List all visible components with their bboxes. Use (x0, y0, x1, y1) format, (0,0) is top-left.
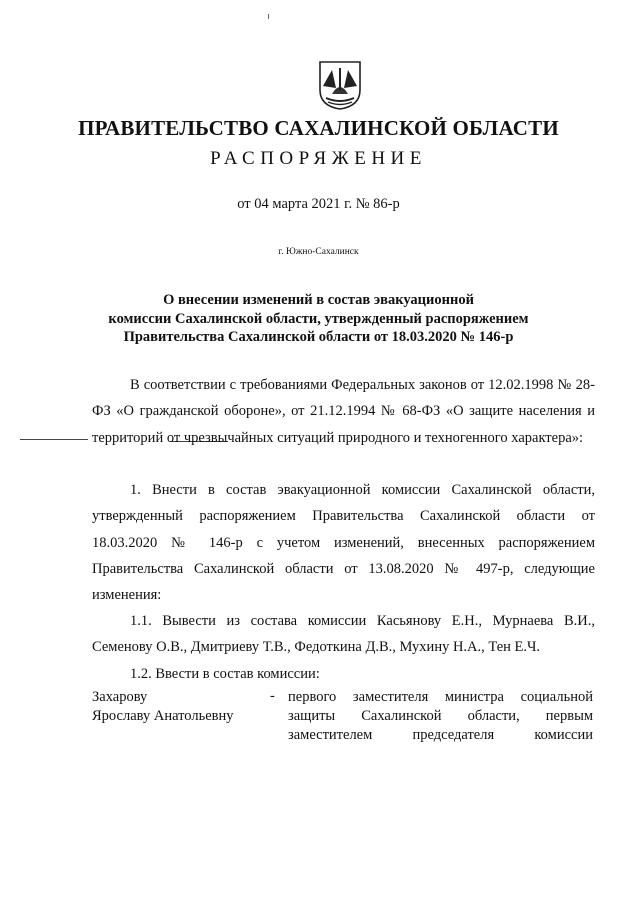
member-surname: Захарову (92, 689, 148, 705)
subject-line: О внесении изменений в состав эвакуационной (163, 292, 474, 308)
document-date-number: от 04 марта 2021 г. № 86-р (237, 196, 400, 212)
paragraph-preamble: В соответствии с требованиями Федеральных законов от 12.02.1998 № 28-ФЗ «О гражданской обороне», от 21.12.1994 № 68-ФЗ «О защите населения и территорий от чрезвычайных ситуаций природного и техногенного характера»: (92, 377, 595, 446)
subject-line: комиссии Сахалинской области, утвержденный распоряжением (108, 310, 529, 327)
document-subject (0, 291, 637, 347)
member-name (92, 688, 234, 726)
paragraph-item-1: 1. Внести в состав эвакуационной комиссии Сахалинской области, утвержденный распоряжением Правительства Сахалинской области от 18.03.2020 № 146-р с учетом изменений, внесенных распоряжением Правительства Сахалинской области от 13.08.2020 № 497-р, следующие изменения: (92, 482, 595, 604)
paragraph-item-1-1: 1.1. Вывести из состава комиссии Касьянову Е.Н., Мурнаева В.И., Семенову О.В., Дмитриеву Т.В., Федоткина Д.В., Мухину Н.А., Тен Е.Ч. (92, 613, 595, 656)
member-dash: - (270, 688, 275, 704)
organization-title: ПРАВИТЕЛЬСТВО САХАЛИНСКОЙ ОБЛАСТИ (78, 116, 559, 140)
sakhalin-coat-of-arms-icon (318, 60, 362, 110)
scan-mark (268, 14, 269, 19)
margin-line (20, 439, 88, 440)
subject-line: Правительства Сахалинской области от 18.03.2020 № 146-р (123, 329, 514, 345)
member-given-name: Ярославу Анатольевну (92, 708, 234, 724)
document-type: РАСПОРЯЖЕНИЕ (210, 148, 427, 169)
issue-city: г. Южно-Сахалинск (278, 247, 359, 257)
member-role: первого заместителя министра социальной защиты Сахалинской области, первым заместителем председателя комиссии (288, 689, 593, 743)
paragraph-item-1-2: 1.2. Ввести в состав комиссии: (130, 666, 320, 682)
